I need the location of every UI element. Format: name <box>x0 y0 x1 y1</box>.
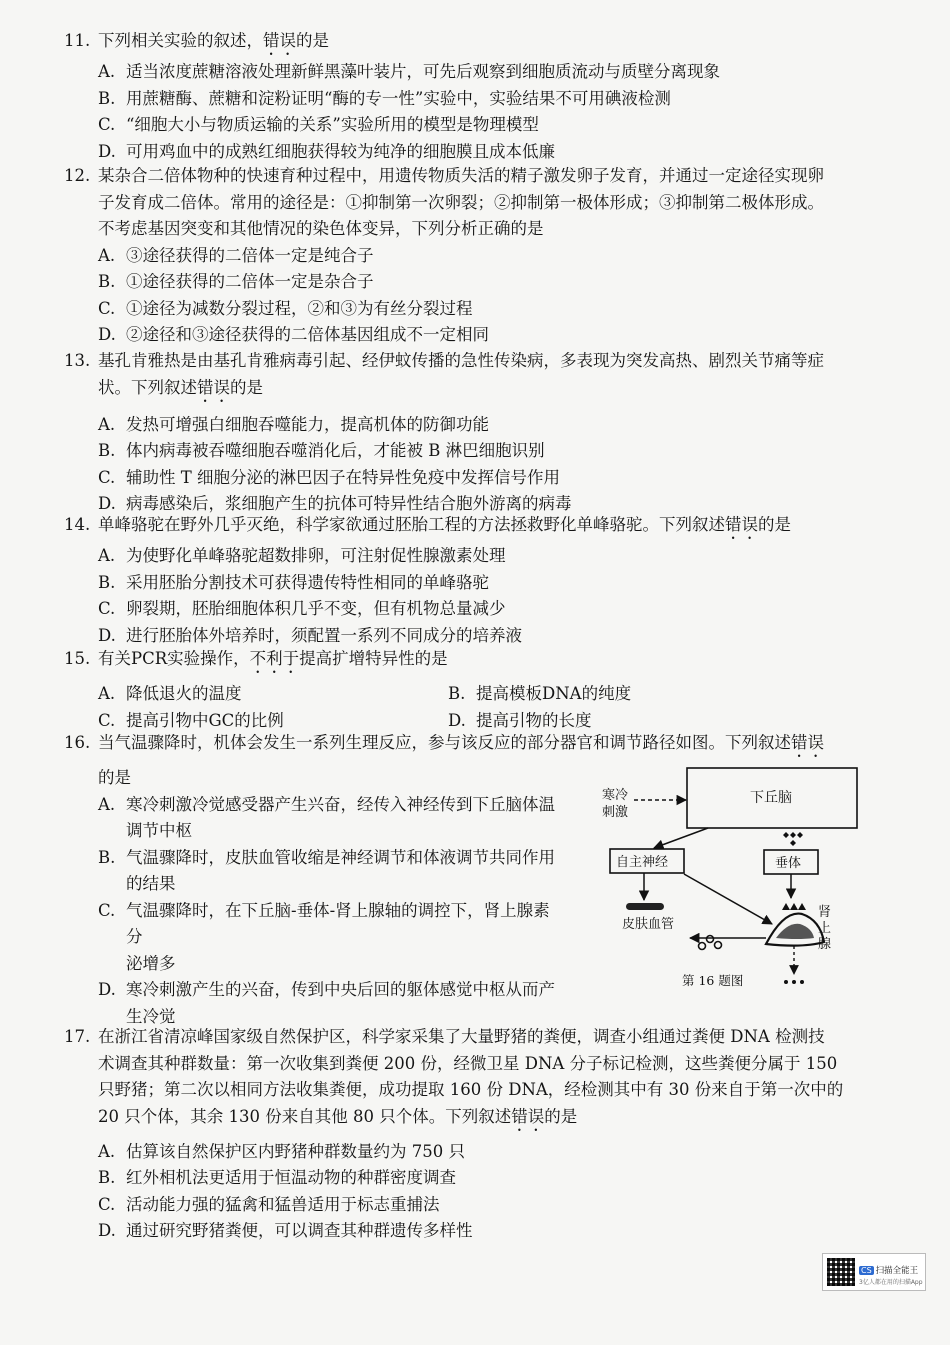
question-number: 16. <box>64 733 91 752</box>
question-11 <box>64 28 864 165</box>
option-c: C. ①途径为减数分裂过程，②和③为有丝分裂过程 <box>98 298 473 318</box>
option-d: D. 提高引物的长度 <box>448 710 592 730</box>
question-stem-line: 术调查其种群数量：第一次收集到粪便 200 份，经微卫星 DNA 分子标记检测，这些粪便分属于 150 <box>98 1053 838 1073</box>
option-a: A. 适当浓度蔗糖溶液处理新鲜黑藻叶装片，可先后观察到细胞质流动与质壁分离现象 <box>98 62 720 81</box>
question-number: 13. <box>64 351 91 370</box>
option-b: B. 提高模板DNA的纯度 <box>448 684 632 703</box>
emphasis-text: 错误 <box>791 733 824 752</box>
question-stem-line: 只野猪；第二次以相同方法收集粪便，成功提取 160 份 DNA，经检测其中有 30 份来自于第一次中的 <box>98 1080 844 1099</box>
emphasis-text: 错误 <box>197 377 230 397</box>
question-number: 17. <box>64 1027 91 1046</box>
option-b: B. ①途径获得的二倍体一定是杂合子 <box>98 272 374 291</box>
question-stem: 在浙江省清凉峰国家级自然保护区，科学家采集了大量野猪的粪便，调查小组通过粪便 DNA 检测技 <box>98 1027 825 1046</box>
hormone-dots <box>784 980 804 984</box>
question-stem: 当气温骤降时，机体会发生一系列生理反应，参与该反应的部分器官和调节路径如图。下列叙述错误 <box>98 733 824 752</box>
adrenal-label-2: 上 <box>818 921 832 936</box>
scanner-app-tagline: 3亿人都在用的扫描App <box>859 1279 923 1286</box>
question-stem-line: 的是 <box>98 768 131 787</box>
question-stem: 单峰骆驼在野外几乎灭绝，科学家欲通过胚胎工程的方法拯救野化单峰骆驼。下列叙述错误的是 <box>98 515 791 534</box>
hypothalamus-label: 下丘脑 <box>750 790 792 806</box>
option-d: D. ②途径和③途径获得的二倍体基因组成不一定相同 <box>98 325 489 344</box>
question-stem-line: 不考虑基因突变和其他情况的染色体变异，下列分析正确的是 <box>98 219 544 238</box>
question-stem: 有关PCR实验操作，不利于提高扩增特异性的是 <box>98 649 448 668</box>
pituitary-label: 垂体 <box>775 856 802 871</box>
question-17 <box>64 1024 864 1245</box>
option-b: B. 气温骤降时，皮肤血管收缩是神经调节和体液调节共同作用 的结果 <box>98 847 555 893</box>
hormone-triangles <box>782 903 806 910</box>
arrow-autonomic-to-adrenal <box>684 874 772 924</box>
option-a: A. 估算该自然保护区内野猪种群数量约为 750 只 <box>98 1141 465 1161</box>
option-c: C. 卵裂期，胚胎细胞体积几乎不变，但有机物总量减少 <box>98 599 506 618</box>
question-number: 11. <box>64 31 91 50</box>
option-d: D. 进行胚胎体外培养时，须配置一系列不同成分的培养液 <box>98 625 522 645</box>
option-a: A. 寒冷刺激冷觉感受器产生兴奋，经传入神经传到下丘脑体温 调节中枢 <box>98 794 555 840</box>
question-15 <box>64 646 864 734</box>
question-number: 12. <box>64 166 91 185</box>
regulation-diagram <box>598 762 866 994</box>
question-stem: 基孔肯雅热是由基孔肯雅病毒引起、经伊蚊传播的急性传染病，多表现为突发高热、剧烈关节痛等症 <box>98 351 824 370</box>
skin-vessel-label: 皮肤血管 <box>622 917 675 932</box>
option-b: B. 红外相机法更适用于恒温动物的种群密度调查 <box>98 1168 456 1187</box>
question-13 <box>64 348 864 518</box>
option-a: A. 为使野化单峰骆驼超数排卵，可注射促性腺激素处理 <box>98 546 506 565</box>
emphasis-text: 错误 <box>511 1106 545 1126</box>
question-number: 14. <box>64 515 91 534</box>
qr-code-icon <box>827 1258 855 1286</box>
option-d: D. 病毒感染后，浆细胞产生的抗体可特异性结合胞外游离的病毒 <box>98 494 572 513</box>
option-b: B. 体内病毒被吞噬细胞吞噬消化后，才能被 B 淋巴细胞识别 <box>98 441 545 460</box>
emphasis-text: 不利于 <box>249 649 300 668</box>
scanner-watermark <box>822 1253 926 1291</box>
emphasis-text: 错误 <box>263 31 296 50</box>
question-stem: 下列相关实验的叙述，错误的是 <box>98 31 329 50</box>
option-c: C. 活动能力强的猛禽和猛兽适用于标志重捕法 <box>98 1194 440 1214</box>
option-a: A. ③途径获得的二倍体一定是纯合子 <box>98 245 374 265</box>
option-a: A. 发热可增强白细胞吞噬能力，提高机体的防御功能 <box>98 414 489 434</box>
emphasis-text: 错误 <box>725 515 758 534</box>
question-stem-line: 子发育成二倍体。常用的途径是：①抑制第一次卵裂；②抑制第一极体形成；③抑制第二极体形成。 <box>98 192 824 212</box>
adrenal-label-1: 肾 <box>818 905 832 920</box>
cold-stimulus-label-1: 寒冷 <box>602 788 629 803</box>
figure-caption: 第 16 题图 <box>682 973 744 988</box>
option-b: B. 用蔗糖酶、蔗糖和淀粉证明“酶的专一性”实验中，实验结果不可用碘液检测 <box>98 88 671 108</box>
skin-vessel-icon <box>626 903 664 910</box>
option-d: D. 通过研究野猪粪便，可以调查其种群遗传多样性 <box>98 1221 473 1240</box>
question-stem-line: 20 只个体，其余 130 份来自其他 80 只个体。下列叙述错误的是 <box>98 1106 578 1126</box>
option-d: D. 可用鸡血中的成熟红细胞获得较为纯净的细胞膜且成本低廉 <box>98 141 555 161</box>
option-a: A. 降低退火的温度 <box>98 684 242 703</box>
option-d: D. 寒冷刺激产生的兴奋，传到中央后回的躯体感觉中枢从而产 生冷觉 <box>98 980 555 1026</box>
option-c: C. 辅助性 T 细胞分泌的淋巴因子在特异性免疫中发挥信号作用 <box>98 467 560 487</box>
question-number: 15. <box>64 649 91 668</box>
cs-logo-icon: CS <box>861 1266 872 1275</box>
adrenal-label-3: 腺 <box>818 937 832 952</box>
autonomic-label: 自主神经 <box>616 855 669 870</box>
question-14 <box>64 512 864 649</box>
hormone-diamonds-1 <box>783 832 803 846</box>
cold-stimulus-label-2: 刺激 <box>602 805 629 820</box>
option-c: C. 气温骤降时，在下丘脑-垂体-肾上腺轴的调控下，肾上腺素分 泌增多 <box>98 900 550 973</box>
question-stem: 某杂合二倍体物种的快速育种过程中，用遗传物质失活的精子激发卵子发育，并通过一定途径实现卵 <box>98 166 824 185</box>
question-stem-line: 状。下列叙述错误的是 <box>98 377 263 397</box>
option-b: B. 采用胚胎分割技术可获得遗传特性相同的单峰骆驼 <box>98 572 489 592</box>
scanner-app-name: 扫描全能王 <box>875 1266 919 1276</box>
arrow-hypo-to-autonomic <box>654 828 708 848</box>
option-c: C. 提高引物中GC的比例 <box>98 710 284 730</box>
question-12 <box>64 163 864 349</box>
option-c: C. “细胞大小与物质运输的关系”实验所用的模型是物理模型 <box>98 115 539 134</box>
